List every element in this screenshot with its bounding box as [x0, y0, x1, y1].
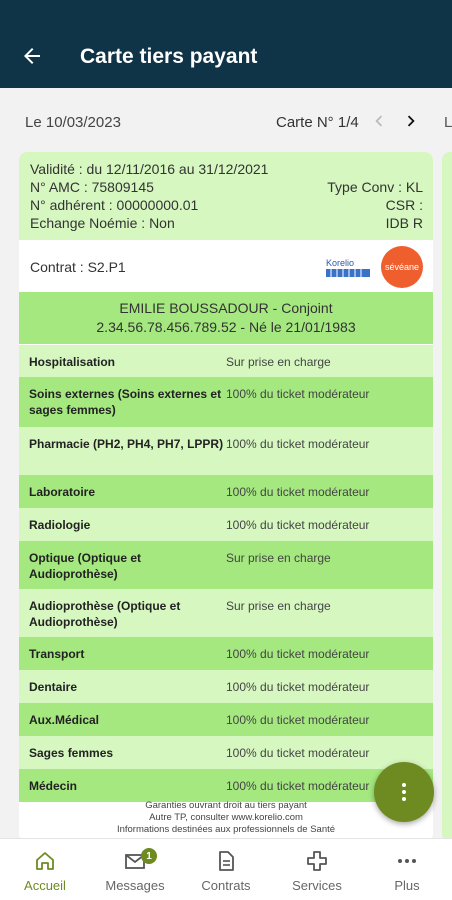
- guarantee-row: [19, 769, 433, 802]
- seveane-logo: [381, 246, 423, 288]
- nav-accueil-label: Accueil: [24, 878, 66, 893]
- guarantee-value: Sur prise en charge: [226, 551, 331, 565]
- date-label: Le 10/03/2023: [25, 114, 121, 131]
- guarantee-label: Médecin: [29, 779, 78, 793]
- svg-text:Korelio: Korelio: [326, 258, 355, 268]
- guarantee-value: 100% du ticket modérateur: [226, 680, 370, 694]
- guarantee-label: Optique (Optique et Audioprothèse): [29, 551, 141, 581]
- guarantee-row: [19, 475, 433, 508]
- beneficiary-name: EMILIE BOUSSADOUR - Conjoint: [119, 300, 333, 316]
- card-number-label: Carte N° 1/4: [276, 114, 359, 131]
- document-icon: [214, 849, 238, 873]
- guarantee-value: 100% du ticket modérateur: [226, 746, 370, 760]
- nav-messages[interactable]: [90, 839, 180, 900]
- nav-services-label: Services: [292, 878, 342, 893]
- guarantee-value: 100% du ticket modérateur: [226, 518, 370, 532]
- back-arrow-icon[interactable]: [20, 44, 44, 68]
- guarantee-row: [19, 377, 433, 427]
- guarantee-label: Sages femmes: [29, 746, 114, 760]
- guarantee-label: Radiologie: [29, 518, 91, 532]
- guarantee-row: [19, 589, 433, 637]
- card-header: [19, 152, 433, 240]
- nav-messages-label: Messages: [105, 878, 165, 893]
- guarantee-value: 100% du ticket modérateur: [226, 647, 370, 661]
- guarantee-value: Sur prise en charge: [226, 599, 331, 613]
- medical-cross-icon: [305, 849, 329, 873]
- adherent-number: N° adhérent : 00000000.01: [30, 197, 199, 213]
- next-card-icon[interactable]: [400, 110, 422, 132]
- contract-label: Contrat : S2.P1: [30, 259, 126, 275]
- seveane-logo-text: sévéane: [384, 262, 420, 272]
- echange-noemie: Echange Noémie : Non: [30, 215, 175, 231]
- footer-line-3: Informations destinées aux professionnels de Santé: [116, 824, 336, 835]
- beneficiary-banner: [19, 292, 433, 344]
- card-footer: [19, 800, 433, 836]
- guarantee-value: Sur prise en charge: [226, 355, 331, 369]
- guarantee-row: [19, 637, 433, 670]
- guarantee-row: [19, 703, 433, 736]
- nav-accueil[interactable]: [0, 839, 90, 900]
- more-options-fab[interactable]: [374, 762, 434, 822]
- guarantee-row: [19, 541, 433, 589]
- type-conv: Type Conv : KL: [327, 179, 423, 195]
- next-date-peek: L: [444, 114, 452, 131]
- messages-badge: 1: [141, 848, 157, 864]
- footer-line-1: Garanties ouvrant droit au tiers payant: [145, 800, 307, 811]
- guarantee-value: 100% du ticket modérateur: [226, 779, 370, 793]
- guarantee-row: [19, 345, 433, 377]
- guarantee-row: [19, 427, 433, 475]
- idb-label: IDB R: [385, 215, 423, 231]
- nav-plus-label: Plus: [394, 878, 420, 893]
- guarantee-label: Transport: [29, 647, 85, 661]
- guarantee-label: Laboratoire: [29, 485, 96, 499]
- guarantee-label: Hospitalisation: [29, 355, 116, 369]
- csr-label: CSR :: [385, 197, 423, 213]
- guarantee-value: 100% du ticket modérateur: [226, 387, 370, 401]
- footer-line-2: Autre TP, consulter www.korelio.com: [149, 812, 303, 823]
- nav-contrats[interactable]: [180, 839, 272, 900]
- guarantee-value: 100% du ticket modérateur: [226, 437, 370, 451]
- korelio-logo: [325, 256, 371, 280]
- card-navigation-bar: [0, 100, 452, 146]
- guarantee-label: Audioprothèse (Optique et Audioprothèse): [29, 599, 181, 629]
- page-title: Carte tiers payant: [80, 45, 258, 68]
- guarantee-label: Dentaire: [29, 680, 78, 694]
- tiers-payant-card: [19, 152, 433, 842]
- more-horizontal-icon: [395, 849, 419, 873]
- nav-plus[interactable]: [362, 839, 452, 900]
- guarantee-value: 100% du ticket modérateur: [226, 713, 370, 727]
- next-card-peek[interactable]: [442, 152, 452, 842]
- home-icon: [33, 849, 57, 873]
- previous-card-icon[interactable]: [368, 110, 390, 132]
- vertical-dots-icon: [400, 780, 408, 804]
- nav-contrats-label: Contrats: [201, 878, 251, 893]
- guarantee-value: 100% du ticket modérateur: [226, 485, 370, 499]
- guarantee-row: [19, 670, 433, 703]
- validity-text: Validité : du 12/11/2016 au 31/12/2021: [30, 161, 269, 177]
- guarantee-label: Pharmacie (PH2, PH4, PH7, LPPR): [29, 437, 224, 451]
- guarantee-label: Soins externes (Soins externes et sages femmes): [29, 387, 222, 417]
- guarantee-row: [19, 508, 433, 541]
- guarantee-label: Aux.Médical: [29, 713, 100, 727]
- amc-number: N° AMC : 75809145: [30, 179, 154, 195]
- beneficiary-details: 2.34.56.78.456.789.52 - Né le 21/01/1983: [96, 319, 356, 335]
- app-bar: [0, 0, 452, 88]
- nav-services[interactable]: [272, 839, 362, 900]
- guarantee-row: [19, 736, 433, 769]
- bottom-navigation: [0, 838, 452, 900]
